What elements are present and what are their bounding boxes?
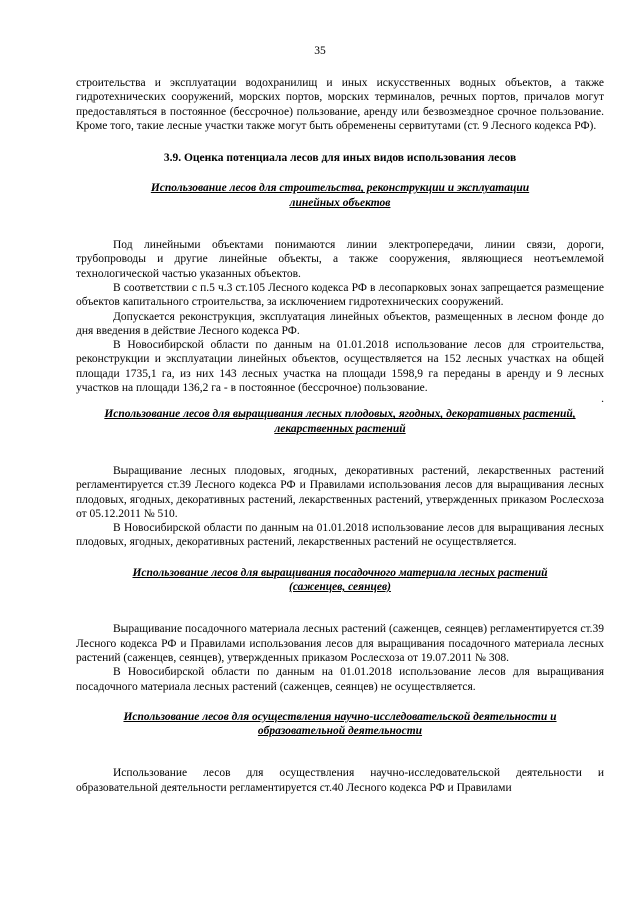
- subsection-heading-line2: (саженцев, сеянцев): [289, 581, 391, 594]
- subsection-heading-line1: Использование лесов для строительства, реконструкции и эксплуатации: [150, 182, 530, 195]
- paragraph: В Новосибирской области по данным на 01.01.2018 использование лесов для выращивания лесных плодовых, ягодных, декоративных растений, лекарственных растений не осуществляется.: [76, 522, 604, 549]
- subsection-heading-fruit-plants: [76, 407, 604, 436]
- subsection-heading-line1: Использование лесов для выращивания посадочного материала лесных растений: [132, 566, 548, 579]
- paragraph: Под линейными объектами понимаются линии электропередачи, линии связи, дороги, трубопроводы и другие линейные объекты, а также сооружения, являющиеся неотъемлемой технологической частью указанных объектов.: [76, 239, 604, 280]
- paragraph: Допускается реконструкция, эксплуатация линейных объектов, размещенных в лесном фонде до дня введения в действие Лесного кодекса РФ.: [76, 310, 604, 337]
- paragraph: Выращивание лесных плодовых, ягодных, декоративных растений, лекарственных растений регламентируется ст.39 Лесного кодекса РФ и Правилами использования лесов для выращивания лесных плодовых, ягодных, декоративных растений, лекарственных растений, утвержденных приказом Рослесхоза от 05.12.2011 № 510.: [76, 464, 604, 520]
- page-content: [76, 76, 604, 795]
- page-number: 35: [314, 45, 326, 57]
- subsection-heading-line2: лекарственных растений: [274, 422, 406, 435]
- section-heading: 3.9. Оценка потенциала лесов для иных видов использования лесов: [163, 152, 517, 165]
- paragraph: Использование лесов для осуществления научно-исследовательской деятельности и образовательной деятельности регламентируется ст.40 Лесного кодекса РФ и Правилами: [76, 767, 604, 794]
- paragraph: В соответствии с п.5 ч.3 ст.105 Лесного кодекса РФ в лесопарковых зонах запрещается размещение объектов капитального строительства, за исключением гидротехнических сооружений.: [76, 281, 604, 309]
- stray-mark: .: [601, 393, 604, 406]
- subsection-heading-linear-objects: [76, 181, 604, 210]
- paragraph: В Новосибирской области по данным на 01.01.2018 использование лесов для строительства, реконструкции и эксплуатации линейных объектов, осуществляется на 152 лесных участках на общей площади 1735,1 га, из них 143 лесных участка на площади 1598,9 га переданы в аренду и 9 лесных участков на площади 136,2 га - в постоянное (бессрочное) пользование.: [76, 339, 604, 395]
- subsection-heading-line1: Использование лесов для выращивания лесных плодовых, ягодных, декоративных растений,: [104, 408, 576, 421]
- subsection-heading-line2: линейных объектов: [289, 196, 391, 209]
- subsection-heading-planting-material: [76, 566, 604, 595]
- subsection-heading-line2: образовательной деятельности: [257, 725, 423, 738]
- paragraph: Выращивание посадочного материала лесных растений (саженцев, сеянцев) регламентируется ст.39 Лесного кодекса РФ и Правилами использования лесов для выращивания посадочного материала лесных растений (саженцев, сеянцев), утвержденных приказом Рослесхоза от 19.07.2011 № 308.: [76, 623, 604, 664]
- subsection-heading-research: [76, 710, 604, 739]
- subsection-heading-line1: Использование лесов для осуществления научно-исследовательской деятельности и: [123, 710, 557, 723]
- paragraph: В Новосибирской области по данным на 01.01.2018 использование лесов для выращивания посадочного материала лесных растений (саженцев, сеянцев) не осуществляется.: [76, 666, 604, 693]
- intro-paragraph: строительства и эксплуатации водохранилищ и иных искусственных водных объектов, а также гидротехнических сооружений, морских портов, морских терминалов, речных портов, причалов могут предоставляться в постоянное (бессрочное) пользование, аренду или безвозмездное срочное пользование. Кроме того, такие лесные участки также могут быть обременены сервитутами (ст. 9 Лесного кодекса РФ).: [76, 77, 604, 132]
